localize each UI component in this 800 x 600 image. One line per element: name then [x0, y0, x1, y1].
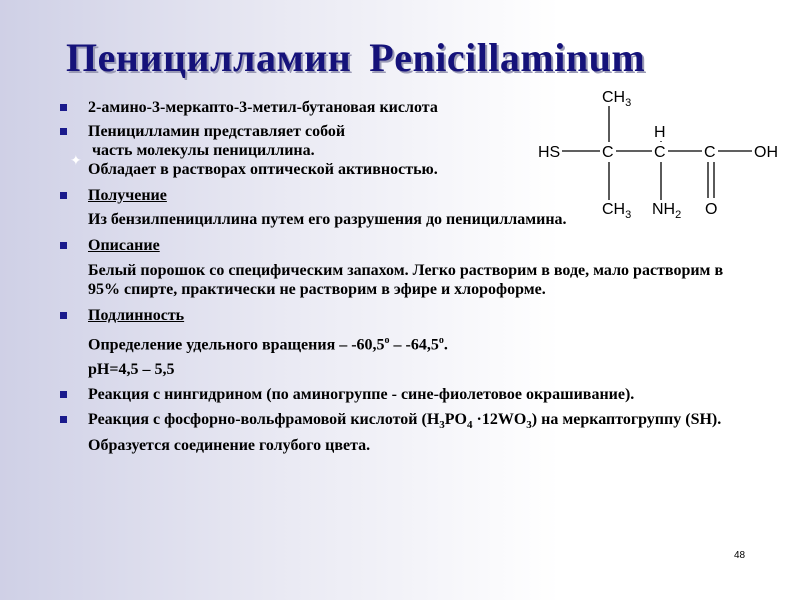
atom-h: H — [654, 124, 666, 141]
bullet-icon — [60, 312, 67, 319]
slide-title — [66, 34, 645, 81]
atom-ch3-bottom: $CH_3$ — [602, 201, 632, 221]
atom-oh: OH — [754, 144, 778, 161]
atom-ch3-top: $CH_3$ — [602, 89, 632, 109]
title-latin: Penicillaminum — [369, 35, 646, 80]
bullet-chemical-name: 2-амино-3-меркапто-3-метил-бутановая кислота — [60, 98, 750, 117]
sparkle-decoration: ✦ — [70, 154, 82, 169]
text-ph: pH=4,5 – 5,5 — [88, 361, 175, 379]
atom-c2: C — [654, 144, 666, 161]
page-number: 48 — [734, 550, 746, 561]
text-obtaining: Из бензилпенициллина путем его разрушения до пеницилламина. — [88, 211, 567, 228]
atom-nh2: $NH_2$ — [652, 201, 682, 221]
bullet-icon — [60, 416, 67, 423]
text-rotation: Определение удельного вращения – $-60,5^о - -64,5^о$. — [88, 335, 448, 354]
heading-properties: Описание — [88, 237, 160, 254]
atom-c1: C — [602, 144, 614, 161]
bullet-identity — [60, 306, 750, 325]
bullet-phosphotungstic: Реакция с фосфорно-вольфрамовой кислотой $(H_3PO_4 \cdot 12WO_3)$ на меркаптогруппу (SH). Образуется соединение голубого цвета. — [60, 410, 750, 454]
atom-hs: HS — [538, 144, 561, 161]
atom-o: O — [705, 201, 718, 218]
bullet-icon — [60, 104, 67, 111]
title-russian: Пеницилламин — [66, 35, 352, 80]
heading-obtaining: Получение — [88, 187, 167, 204]
bullet-ninhydrin: Реакция с нингидрином (по аминогруппе - сине-фиолетовое окрашивание). — [60, 385, 750, 404]
structural-formula — [530, 82, 790, 222]
bullet-properties — [60, 236, 750, 255]
atom-c3: C — [704, 144, 716, 161]
bullet-icon — [60, 242, 67, 249]
bullet-icon — [60, 391, 67, 398]
bullet-icon — [60, 192, 67, 199]
heading-identity: Подлинность — [88, 307, 185, 324]
bullet-icon — [60, 128, 67, 135]
bullet-description: Пеницилламин представляет собой часть молекулы пенициллина. Обладает в растворах оптической активностью. — [60, 122, 750, 179]
text-properties: Белый порошок со специфическим запахом. Легко растворим в воде, мало растворим в 95% спирте, практически не растворим в эфире и хлороформе. — [88, 262, 724, 298]
